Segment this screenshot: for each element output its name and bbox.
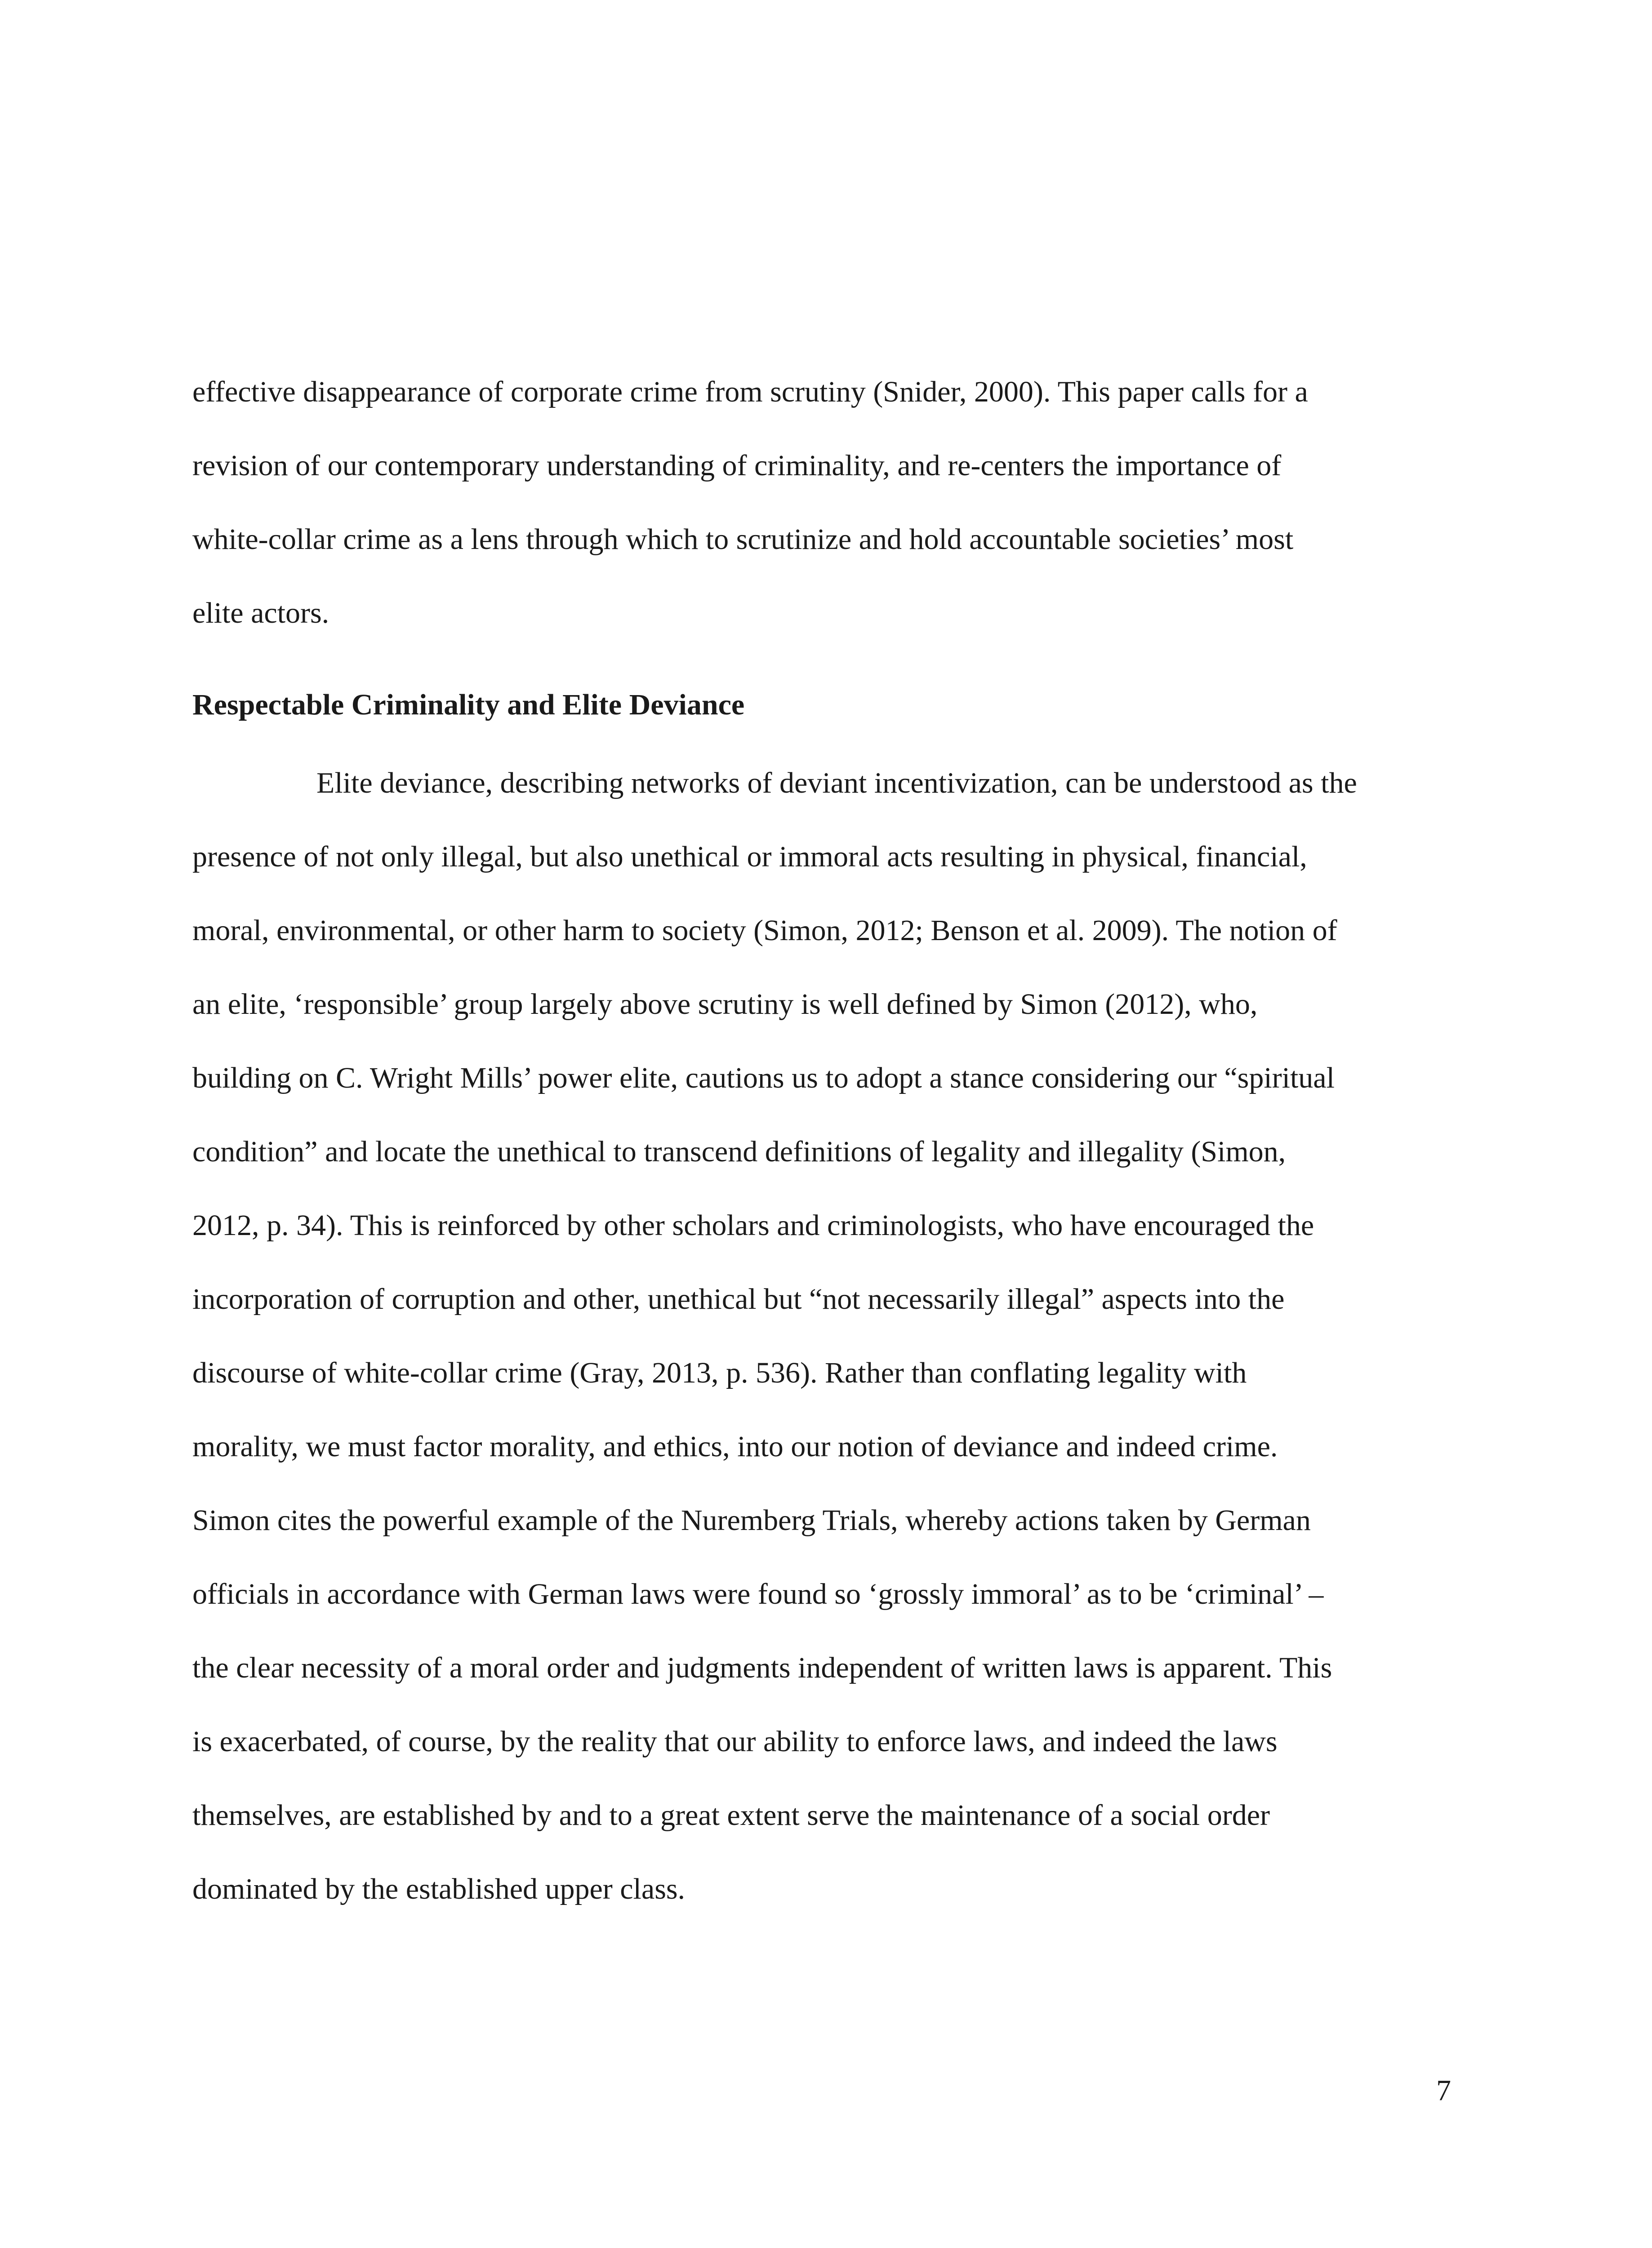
paragraph-line: elite actors. (192, 597, 330, 629)
paragraph-line: Simon cites the powerful example of the Nuremberg Trials, whereby actions taken by German (192, 1504, 1311, 1537)
paragraph-line: condition” and locate the unethical to transcend definitions of legality and illegality (Simon, (192, 1135, 1286, 1168)
paragraph-line: Elite deviance, describing networks of deviant incentivization, can be understood as the (316, 767, 1357, 799)
paragraph-line: white-collar crime as a lens through which to scrutinize and hold accountable societies’ most (192, 523, 1294, 556)
paragraph-line: themselves, are established by and to a great extent serve the maintenance of a social order (192, 1799, 1270, 1832)
paragraph-line: presence of not only illegal, but also unethical or immoral acts resulting in physical, financial, (192, 840, 1307, 873)
paragraph-line: is exacerbated, of course, by the reality that our ability to enforce laws, and indeed the laws (192, 1725, 1278, 1758)
paragraph-line: incorporation of corruption and other, unethical but “not necessarily illegal” aspects into the (192, 1283, 1285, 1316)
paragraph-line: officials in accordance with German laws were found so ‘grossly immoral’ as to be ‘criminal’ – (192, 1578, 1324, 1610)
paragraph-line: morality, we must factor morality, and ethics, into our notion of deviance and indeed crime. (192, 1430, 1278, 1463)
intro-paragraph (192, 355, 1451, 650)
section-paragraph (192, 746, 1451, 1926)
paragraph-line: revision of our contemporary understanding of criminality, and re-centers the importance of (192, 449, 1282, 482)
section-heading: Respectable Criminality and Elite Deviance (192, 688, 745, 721)
paragraph-line: building on C. Wright Mills’ power elite, cautions us to adopt a stance considering our “spiritual (192, 1062, 1335, 1094)
paragraph-line: effective disappearance of corporate crime from scrutiny (Snider, 2000). This paper calls for a (192, 375, 1308, 408)
page-number: 7 (1436, 2074, 1451, 2107)
paragraph-line: the clear necessity of a moral order and judgments independent of written laws is apparent. This (192, 1651, 1332, 1684)
paragraph-line: moral, environmental, or other harm to society (Simon, 2012; Benson et al. 2009). The notion of (192, 914, 1337, 947)
paragraph-line: 2012, p. 34). This is reinforced by other scholars and criminologists, who have encouraged the (192, 1209, 1314, 1242)
paragraph-line: discourse of white-collar crime (Gray, 2013, p. 536). Rather than conflating legality with (192, 1356, 1247, 1389)
paragraph-line: an elite, ‘responsible’ group largely above scrutiny is well defined by Simon (2012), who, (192, 988, 1258, 1021)
paragraph-line: dominated by the established upper class. (192, 1873, 686, 1905)
